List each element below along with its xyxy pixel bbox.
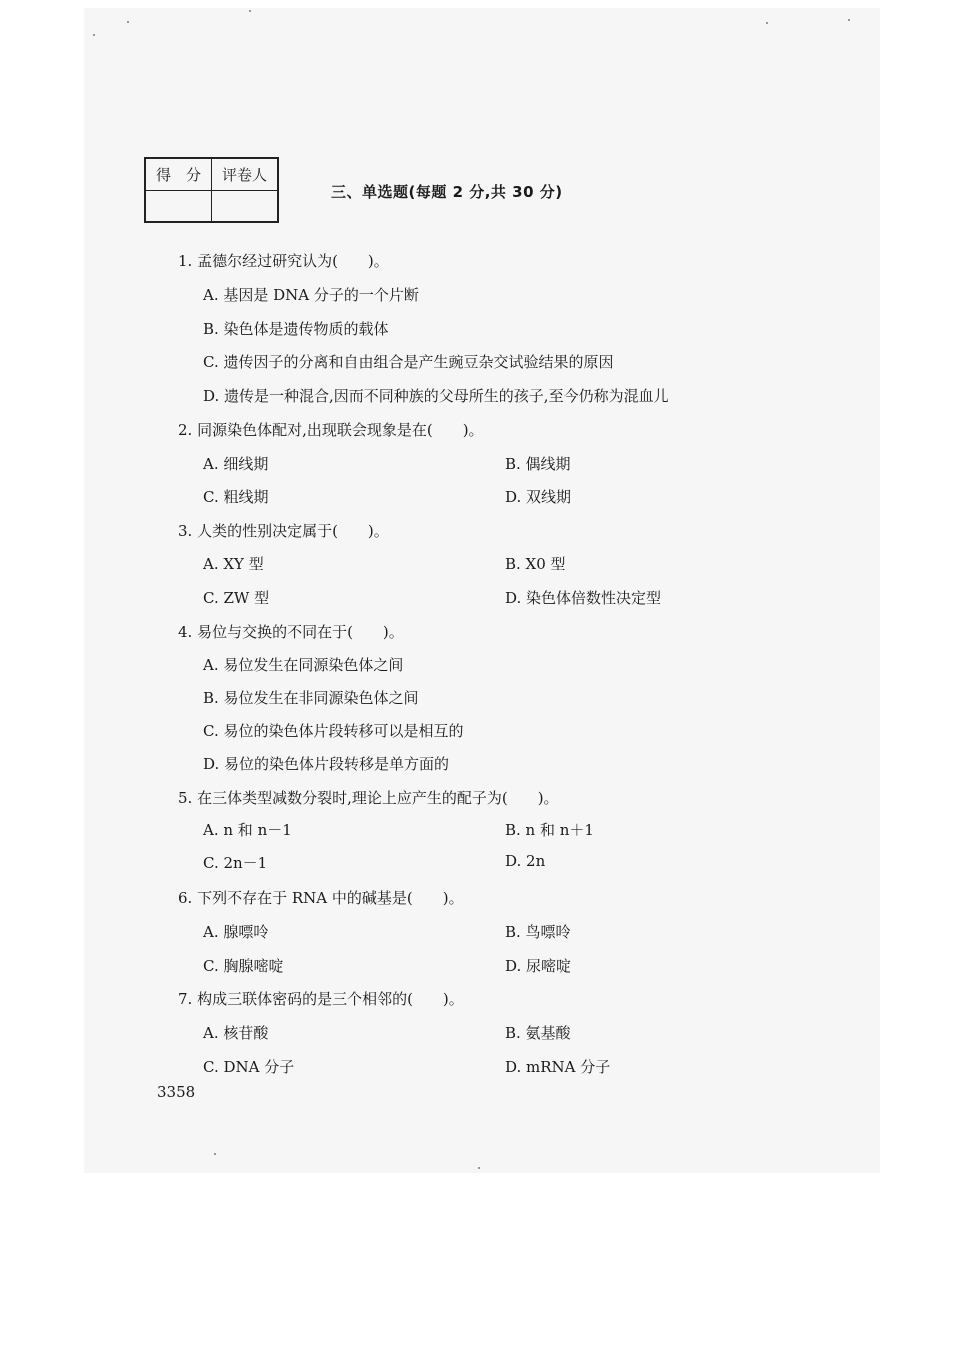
question-stem: 6. 下列不存在于 RNA 中的碱基是( )。 <box>178 889 464 907</box>
question-option: C. ZW 型 <box>203 589 270 607</box>
question-option: C. 粗线期 <box>203 488 269 506</box>
grader-cell <box>212 191 279 223</box>
question-stem: 7. 构成三联体密码的是三个相邻的( )。 <box>178 990 464 1008</box>
question-option: B. 易位发生在非同源染色体之间 <box>203 689 419 707</box>
question-option: B. 偶线期 <box>505 455 571 473</box>
question-option: D. 尿嘧啶 <box>505 957 572 975</box>
question-option: B. n 和 n＋1 <box>505 821 594 839</box>
question-option: C. 胸腺嘧啶 <box>203 957 284 975</box>
question-option: C. 2n－1 <box>203 854 268 872</box>
question-stem: 4. 易位与交换的不同在于( )。 <box>178 623 404 641</box>
question-option: C. 易位的染色体片段转移可以是相互的 <box>203 722 464 740</box>
question-stem: 3. 人类的性别决定属于( )。 <box>178 522 389 540</box>
scan-speck <box>93 34 95 36</box>
question-option: C. DNA 分子 <box>203 1058 295 1076</box>
question-option: D. 双线期 <box>505 488 572 506</box>
question-option: D. mRNA 分子 <box>505 1058 611 1076</box>
scan-speck <box>766 22 768 24</box>
section-title: 三、单选题(每题 2 分,共 30 分) <box>331 183 563 201</box>
score-label: 得 分 <box>145 158 212 191</box>
scan-speck <box>848 19 850 21</box>
question-option: B. 鸟嘌呤 <box>505 923 571 941</box>
question-option: A. 易位发生在同源染色体之间 <box>203 656 404 674</box>
question-option: A. 核苷酸 <box>203 1024 269 1042</box>
question-option: D. 2n <box>505 852 546 870</box>
question-option: C. 遗传因子的分离和自由组合是产生豌豆杂交试验结果的原因 <box>203 353 614 371</box>
question-stem: 5. 在三体类型减数分裂时,理论上应产生的配子为( )。 <box>178 789 559 807</box>
question-stem: 2. 同源染色体配对,出现联会现象是在( )。 <box>178 421 484 439</box>
question-option: B. X0 型 <box>505 555 566 573</box>
scan-speck <box>249 10 251 12</box>
page-number: 3358 <box>157 1083 196 1101</box>
question-option: D. 遗传是一种混合,因而不同种族的父母所生的孩子,至今仍称为混血儿 <box>203 387 669 405</box>
question-option: D. 易位的染色体片段转移是单方面的 <box>203 755 450 773</box>
scan-speck <box>478 1167 480 1169</box>
question-option: B. 氨基酸 <box>505 1024 571 1042</box>
question-option: D. 染色体倍数性决定型 <box>505 589 662 607</box>
scan-speck <box>214 1153 216 1155</box>
question-option: A. XY 型 <box>203 555 264 573</box>
question-stem: 1. 孟德尔经过研究认为( )。 <box>178 252 389 270</box>
question-option: A. 基因是 DNA 分子的一个片断 <box>203 286 419 304</box>
question-option: A. 细线期 <box>203 455 269 473</box>
question-option: A. n 和 n－1 <box>203 821 292 839</box>
score-cell <box>145 191 212 223</box>
scan-speck <box>127 21 129 23</box>
question-option: B. 染色体是遗传物质的载体 <box>203 320 389 338</box>
grader-label: 评卷人 <box>212 158 279 191</box>
score-table <box>144 157 279 223</box>
question-option: A. 腺嘌呤 <box>203 923 269 941</box>
